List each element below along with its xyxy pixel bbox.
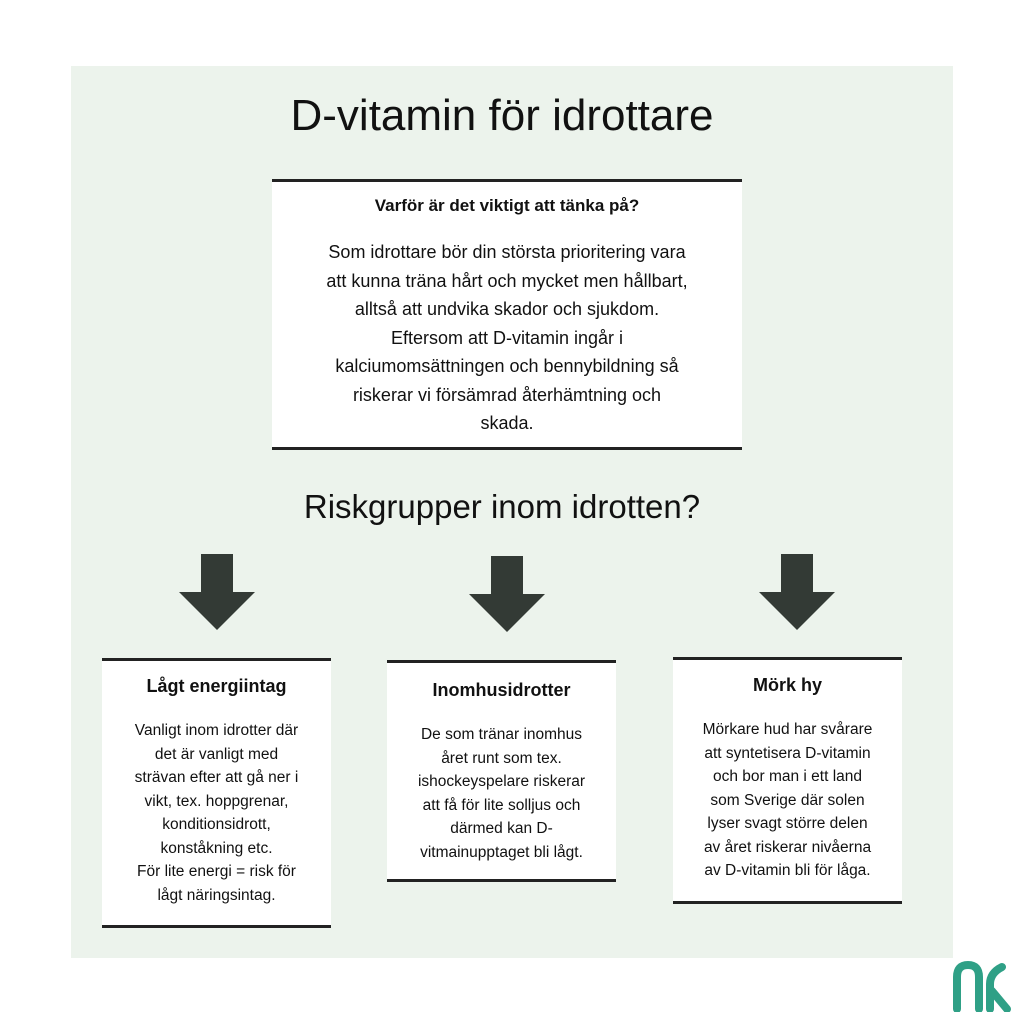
risk-card-line: av året riskerar nivåerna — [703, 838, 872, 856]
risk-card-line: det är vanligt med — [154, 745, 279, 763]
intro-card-body — [288, 238, 726, 438]
logo-k-leg — [992, 991, 1007, 1009]
arrow-shape — [759, 554, 835, 630]
intro-card-line: Som idrottare bör din största prioritering vara — [328, 242, 686, 262]
risk-card-line: lyser svagt större delen — [707, 815, 868, 832]
arrow-down-icon — [469, 556, 545, 632]
risk-card-line: Mörkare hud har svårare — [702, 721, 873, 738]
intro-card-line: alltså att undvika skador och sjukdom. — [354, 299, 660, 319]
logo-n-shape — [957, 965, 979, 1009]
risk-card-heading: Lågt energiintag — [146, 676, 287, 696]
risk-card-line: strävan efter att gå ner i — [134, 769, 299, 786]
risk-card-line: att syntetisera D-vitamin — [704, 744, 871, 762]
risk-card-low-energy — [102, 658, 331, 928]
risk-card-line: av D-vitamin bli för låga. — [704, 862, 871, 879]
risk-card-dark-skin — [673, 657, 902, 904]
intro-card-line: kalciumomsättningen och bennybildning så — [335, 356, 679, 376]
intro-card-line: Eftersom att D-vitamin ingår i — [390, 327, 624, 348]
risk-card-line: ishockeyspelare riskerar — [417, 773, 586, 790]
intro-card — [272, 179, 742, 450]
risk-card-line: att få för lite solljus och — [422, 796, 581, 814]
risk-card-heading: Inomhusidrotter — [432, 680, 571, 700]
risk-card-line: vikt, tex. hoppgrenar, — [144, 792, 289, 810]
intro-card-line: skada. — [480, 413, 534, 433]
risk-card-line: lågt näringsintag. — [157, 886, 276, 904]
risk-card-line: För lite energi = risk för — [137, 863, 296, 880]
risk-card-line: som Sverige där solen — [710, 791, 865, 809]
nk-logo — [952, 960, 1012, 1012]
risk-card-line: vitmainupptaget bli lågt. — [420, 843, 583, 861]
risk-card-line: därmed kan D- — [450, 820, 553, 837]
risk-card-line: och bor man i ett land — [712, 768, 863, 785]
risk-card-heading: Mörk hy — [752, 675, 822, 695]
risk-card-line: konditionsidrott, — [162, 816, 271, 833]
risk-card-line: De som tränar inomhus — [420, 726, 583, 743]
intro-card-line: riskerar vi försämrad återhämtning och — [352, 384, 662, 405]
intro-card-heading: Varför är det viktigt att tänka på? — [374, 196, 640, 215]
risk-card-line: konståkning etc. — [160, 839, 273, 857]
arrow-shape — [469, 556, 545, 632]
arrow-shape — [179, 554, 255, 630]
risk-card-body — [683, 718, 892, 883]
risk-card-body — [112, 719, 321, 907]
page-title: D-vitamin för idrottare — [290, 91, 714, 140]
section-title: Riskgrupper inom idrotten? — [303, 488, 701, 525]
arrow-down-icon — [759, 554, 835, 630]
arrow-down-icon — [179, 554, 255, 630]
risk-card-line: året runt som tex. — [441, 749, 562, 767]
intro-card-line: att kunna träna hårt och mycket men hållbart, — [326, 270, 688, 291]
risk-card-body — [397, 723, 606, 864]
risk-card-line: Vanligt inom idrotter där — [134, 722, 299, 739]
risk-card-indoor-sports — [387, 660, 616, 882]
